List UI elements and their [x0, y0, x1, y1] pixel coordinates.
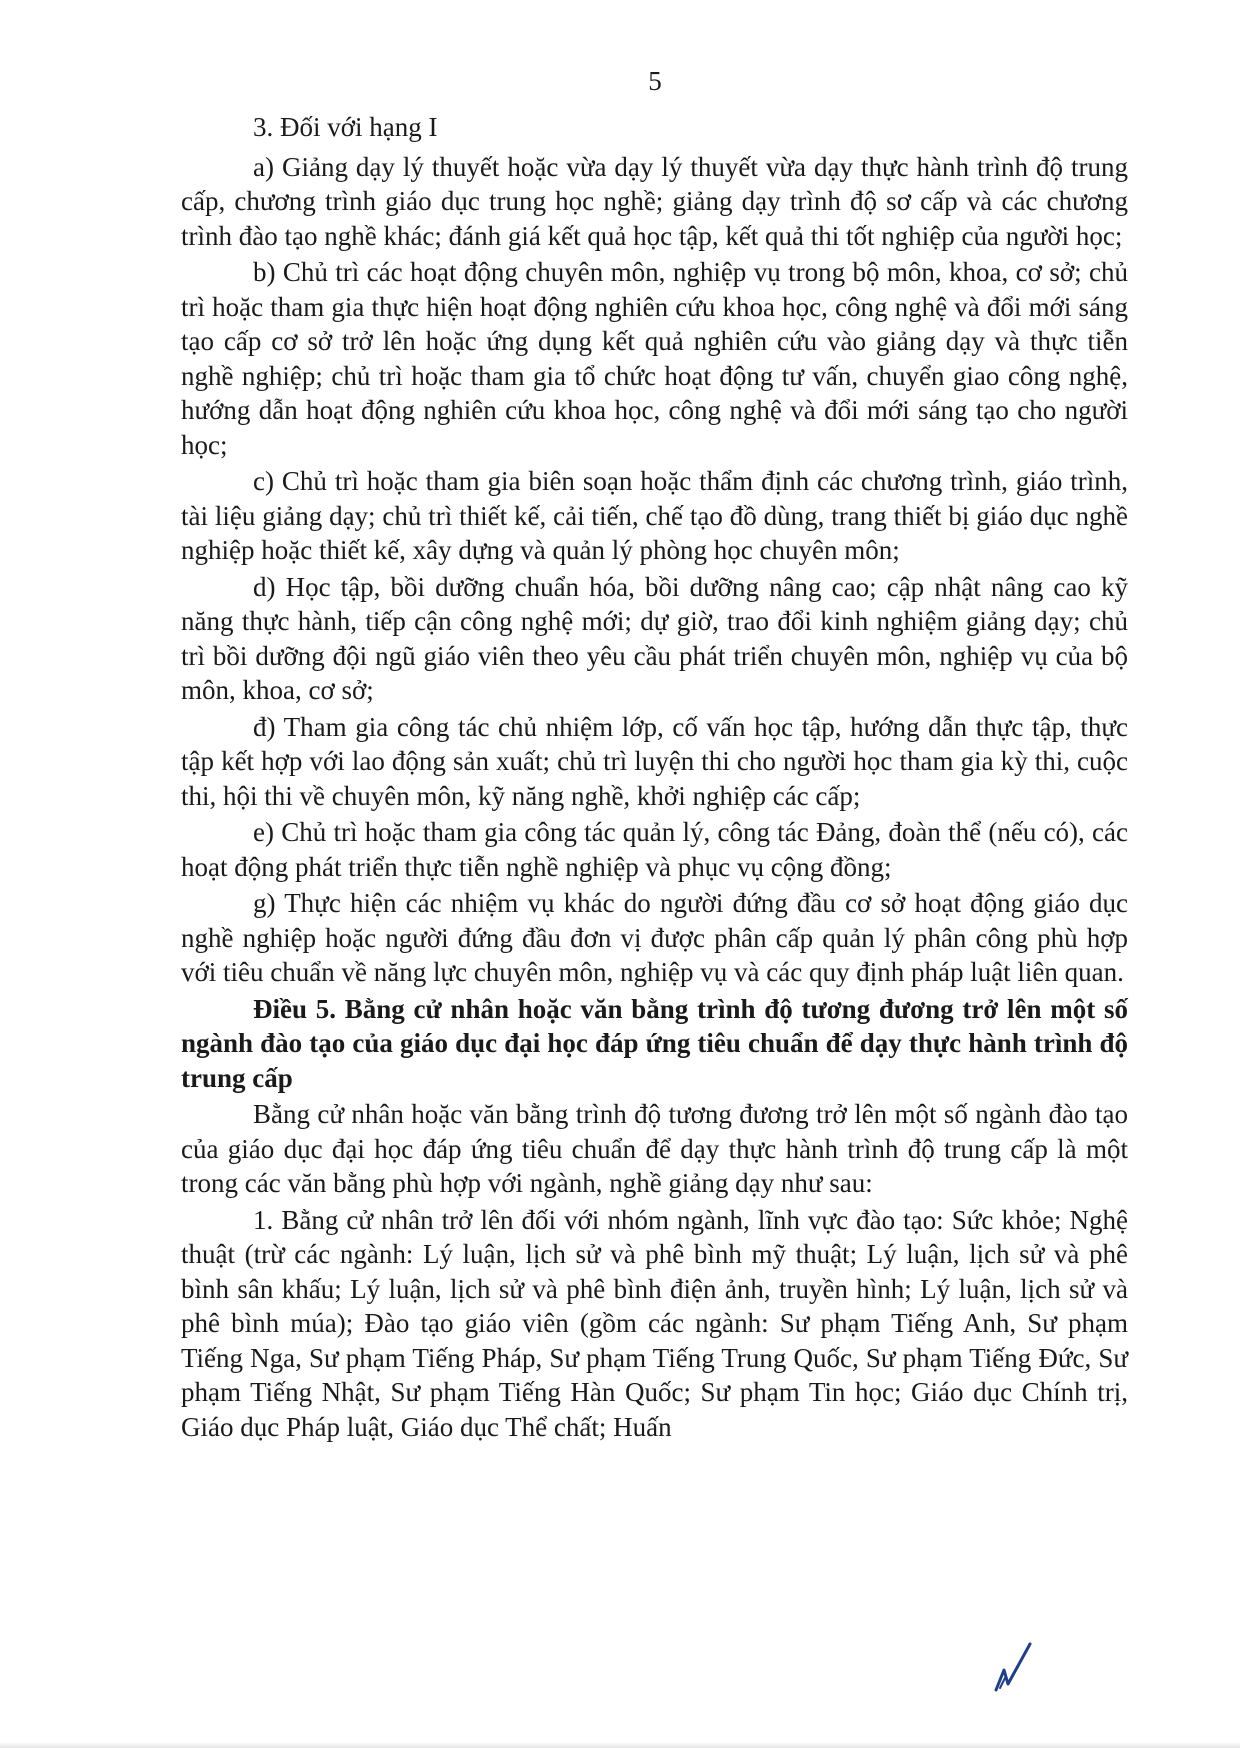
page-number: 5	[648, 66, 662, 96]
section-heading: 3. Đối với hạng I	[253, 112, 438, 142]
initial-signature-mark	[990, 1640, 1035, 1695]
article-5-title: Điều 5. Bằng cử nhân hoặc văn bằng trình độ tương đương trở lên một số ngành đào tạo của giáo dục đại học đáp ứng tiêu chuẩn để dạy thực hành trình độ trung cấp	[181, 993, 1128, 1093]
article-5-item-1: 1. Bằng cử nhân trở lên đối với nhóm ngành, lĩnh vực đào tạo: Sức khỏe; Nghệ thuật (trừ các ngành: Lý luận, lịch sử và phê bình mỹ thuật; Lý luận, lịch sử và phê bình sân khấu; Lý luận, lịch sử và phê bình điện ảnh, truyền hình; Lý luận, lịch sử và phê bình múa); Đào tạo giáo viên (gồm các ngành: Sư phạm Tiếng Anh, Sư phạm Tiếng Nga, Sư phạm Tiếng Pháp, Sư phạm Tiếng Trung Quốc, Sư phạm Tiếng Đức, Sư phạm Tiếng Nhật, Sư phạm Tiếng Hàn Quốc; Sư phạm Tin học; Giáo dục Chính trị, Giáo dục Pháp luật, Giáo dục Thể chất; Huấn	[181, 1204, 1128, 1442]
paragraph-e: e) Chủ trì hoặc tham gia công tác quản lý, công tác Đảng, đoàn thể (nếu có), các hoạt động phát triển thực tiễn nghề nghiệp và phục vụ cộng đồng;	[181, 817, 1128, 882]
article-5-intro: Bằng cử nhân hoặc văn bằng trình độ tương đương trở lên một số ngành đào tạo của giáo dục đại học đáp ứng tiêu chuẩn để dạy thực hành trình độ trung cấp là một trong các văn bằng phù hợp với ngành, nghề giảng dạy như sau:	[181, 1099, 1128, 1198]
paragraph-g: g) Thực hiện các nhiệm vụ khác do người đứng đầu cơ sở hoạt động giáo dục nghề nghiệp hoặc người đứng đầu đơn vị được phân cấp quản lý phân công phù hợp với tiêu chuẩn về năng lực chuyên môn, nghiệp vụ và các quy định pháp luật liên quan.	[181, 888, 1128, 987]
paragraph-c: c) Chủ trì hoặc tham gia biên soạn hoặc thẩm định các chương trình, giáo trình, tài liệu giảng dạy; chủ trì thiết kế, cải tiến, chế tạo đồ dùng, trang thiết bị giáo dục nghề nghiệp hoặc thiết kế, xây dựng và quản lý phòng học chuyên môn;	[181, 466, 1128, 565]
document-body	[181, 110, 1128, 1446]
paragraph-d: d) Học tập, bồi dưỡng chuẩn hóa, bồi dưỡng nâng cao; cập nhật nâng cao kỹ năng thực hành, tiếp cận công nghệ mới; dự giờ, trao đổi kinh nghiệm giảng dạy; chủ trì bồi dưỡng đội ngũ giáo viên theo yêu cầu phát triển chuyên môn, nghiệp vụ của bộ môn, khoa, cơ sở;	[181, 571, 1128, 705]
scan-edge	[0, 1742, 1240, 1748]
paragraph-a: a) Giảng dạy lý thuyết hoặc vừa dạy lý thuyết vừa dạy thực hành trình độ trung cấp, chương trình giáo dục trung học nghề; giảng dạy trình độ sơ cấp và các chương trình đào tạo nghề khác; đánh giá kết quả học tập, kết quả thi tốt nghiệp của người học;	[181, 151, 1128, 251]
paragraph-dd: đ) Tham gia công tác chủ nhiệm lớp, cố vấn học tập, hướng dẫn thực tập, thực tập kết hợp với lao động sản xuất; chủ trì luyện thi cho người học tham gia kỳ thi, cuộc thi, hội thi về chuyên môn, kỹ năng nghề, khởi nghiệp các cấp;	[181, 711, 1128, 811]
paragraph-b: b) Chủ trì các hoạt động chuyên môn, nghiệp vụ trong bộ môn, khoa, cơ sở; chủ trì hoặc tham gia thực hiện hoạt động nghiên cứu khoa học, công nghệ và đổi mới sáng tạo cấp cơ sở trở lên hoặc ứng dụng kết quả nghiên cứu vào giảng dạy và thực tiễn nghề nghiệp; chủ trì hoặc tham gia tổ chức hoạt động tư vấn, chuyển giao công nghệ, hướng dẫn hoạt động nghiên cứu khoa học, công nghệ và đổi mới sáng tạo cho người học;	[181, 257, 1128, 460]
